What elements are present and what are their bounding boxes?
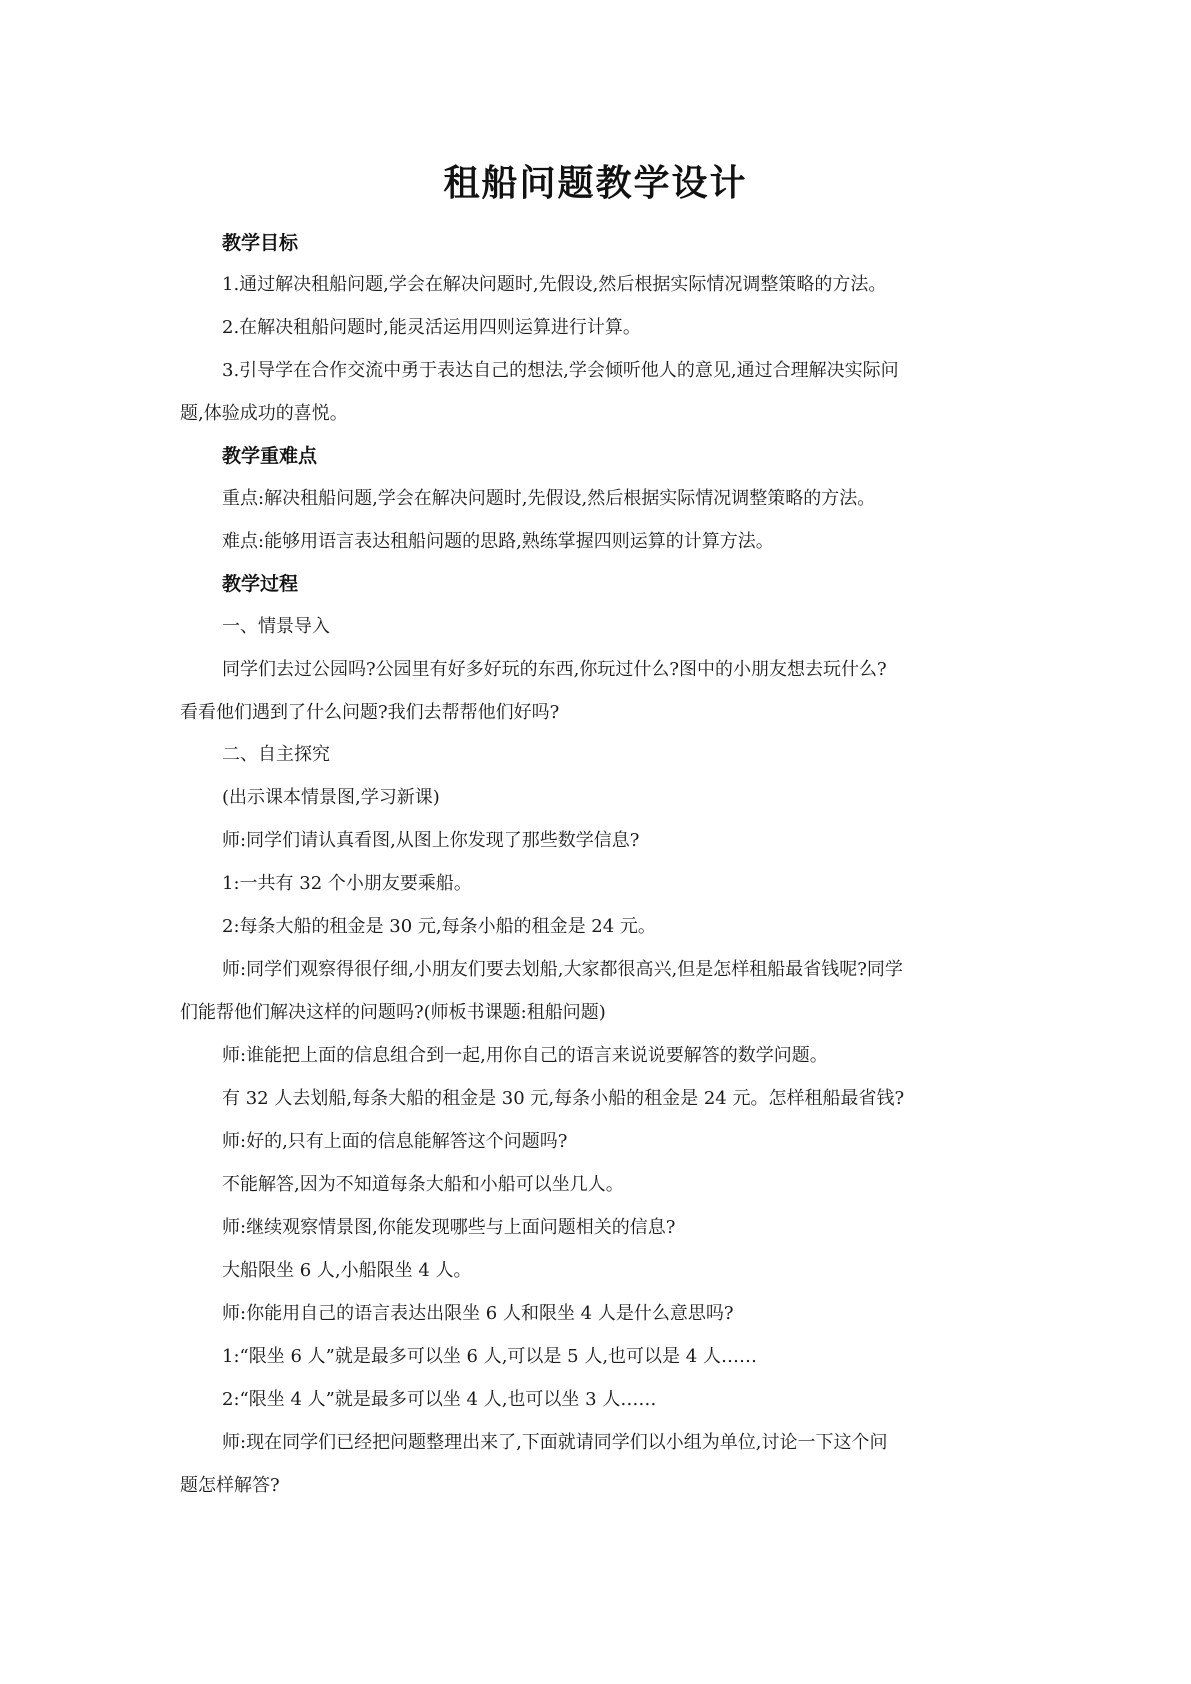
answer-5: 大船限坐 6 人,小船限坐 4 人。 bbox=[222, 1260, 472, 1281]
part1-text-line-1: 同学们去过公园吗?公园里有好多好玩的东西,你玩过什么?图中的小朋友想去玩什么? bbox=[222, 659, 887, 680]
teacher-question-4: 师:好的,只有上面的信息能解答这个问题吗? bbox=[222, 1131, 568, 1152]
objectives-heading: 教学目标 bbox=[222, 232, 299, 254]
teacher-question-5: 师:继续观察情景图,你能发现哪些与上面问题相关的信息? bbox=[222, 1217, 676, 1238]
objective-1: 1.通过解决租船问题,学会在解决问题时,先假设,然后根据实际情况调整策略的方法。 bbox=[222, 274, 887, 295]
document-title: 租船问题教学设计 bbox=[443, 163, 748, 204]
teacher-question-7-line-2: 题怎样解答? bbox=[180, 1475, 280, 1496]
answer-3: 有 32 人去划船,每条大船的租金是 30 元,每条小船的租金是 24 元。怎样租船最省钱? bbox=[222, 1088, 905, 1109]
teacher-question-2-line-1: 师:同学们观察得很仔细,小朋友们要去划船,大家都很高兴,但是怎样租船最省钱呢?同学 bbox=[222, 959, 903, 980]
answer-1: 1:一共有 32 个小朋友要乘船。 bbox=[222, 873, 472, 894]
answer-2: 2:每条大船的租金是 30 元,每条小船的租金是 24 元。 bbox=[222, 916, 656, 937]
part2-title: 二、自主探究 bbox=[222, 744, 330, 765]
objective-3-line-2: 题,体验成功的喜悦。 bbox=[180, 403, 348, 424]
paragraph-show-picture: (出示课本情景图,学习新课) bbox=[222, 787, 440, 808]
teacher-question-1: 师:同学们请认真看图,从图上你发现了那些数学信息? bbox=[222, 830, 640, 851]
key-point: 重点:解决租船问题,学会在解决问题时,先假设,然后根据实际情况调整策略的方法。 bbox=[222, 488, 876, 509]
process-heading: 教学过程 bbox=[222, 573, 299, 595]
answer-4: 不能解答,因为不知道每条大船和小船可以坐几人。 bbox=[222, 1174, 624, 1195]
part1-text-line-2: 看看他们遇到了什么问题?我们去帮帮他们好吗? bbox=[180, 702, 560, 723]
objective-3-line-1: 3.引导学在合作交流中勇于表达自己的想法,学会倾听他人的意见,通过合理解决实际问 bbox=[222, 360, 899, 381]
teacher-question-2-line-2: 们能帮他们解决这样的问题吗?(师板书课题:租船问题) bbox=[180, 1002, 606, 1023]
teacher-question-3: 师:谁能把上面的信息组合到一起,用你自己的语言来说说要解答的数学问题。 bbox=[222, 1045, 828, 1066]
part1-title: 一、情景导入 bbox=[222, 616, 330, 637]
teacher-question-6: 师:你能用自己的语言表达出限坐 6 人和限坐 4 人是什么意思吗? bbox=[222, 1303, 734, 1324]
answer-7: 2:“限坐 4 人”就是最多可以坐 4 人,也可以坐 3 人…… bbox=[222, 1389, 657, 1410]
key-points-heading: 教学重难点 bbox=[222, 445, 318, 467]
teacher-question-7-line-1: 师:现在同学们已经把问题整理出来了,下面就请同学们以小组为单位,讨论一下这个问 bbox=[222, 1432, 888, 1453]
difficult-point: 难点:能够用语言表达租船问题的思路,熟练掌握四则运算的计算方法。 bbox=[222, 531, 774, 552]
answer-6: 1:“限坐 6 人”就是最多可以坐 6 人,可以是 5 人,也可以是 4 人…… bbox=[222, 1346, 757, 1367]
objective-2: 2.在解决租船问题时,能灵活运用四则运算进行计算。 bbox=[222, 317, 641, 338]
